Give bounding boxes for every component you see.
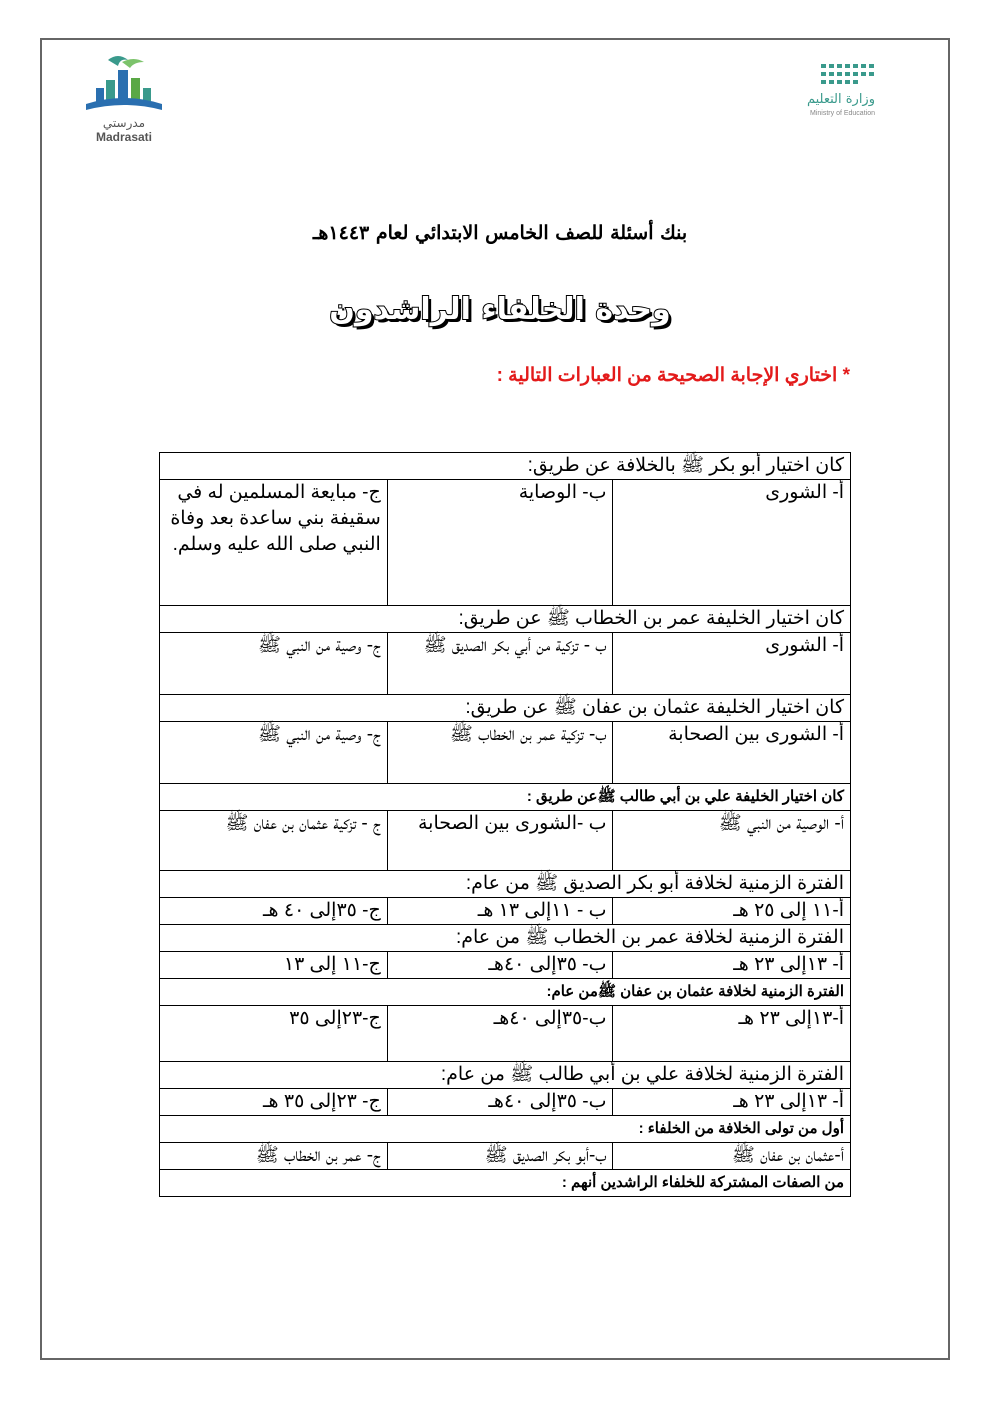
ministry-logo-icon (765, 60, 885, 90)
option-c[interactable]: ج-٢٣إلى ٣٥ (160, 1006, 388, 1062)
option-b[interactable]: ب-أبو بكر الصديق ﷺ (387, 1143, 613, 1170)
option-c[interactable]: ج- مبايعة المسلمين له في سقيفة بني ساعدة بعد وفاة النبي صلى الله عليه وسلم. (160, 480, 388, 606)
answers-row (160, 952, 851, 979)
question-stem: كان اختيار أبو بكر ﷺ بالخلافة عن طريق: (160, 453, 851, 480)
answers-row (160, 811, 851, 871)
option-a[interactable]: أ-١١ إلى ٢٥ هـ (613, 898, 851, 925)
questions-table (159, 452, 851, 1197)
option-b[interactable]: ب-٣٥إلى ٤٠هـ (387, 1006, 613, 1062)
madrasati-logo (78, 52, 170, 147)
answers-row (160, 1006, 851, 1062)
question-row (160, 871, 851, 898)
madrasati-logo-icon (78, 52, 170, 118)
question-row (160, 784, 851, 811)
option-a[interactable]: أ- الشورى بين الصحابة (613, 722, 851, 784)
answers-row (160, 722, 851, 784)
question-row (160, 979, 851, 1006)
option-c[interactable]: ج- عمر بن الخطاب ﷺ (160, 1143, 388, 1170)
option-a[interactable]: أ- ١٣إلى ٢٣ هـ (613, 1089, 851, 1116)
option-b[interactable]: ب - تزكية من أبي بكر الصديق ﷺ (387, 633, 613, 695)
option-b[interactable]: ب- الوصاية (387, 480, 613, 606)
madrasati-arabic: مدرستي (102, 116, 146, 130)
option-a[interactable]: أ-عثمان بن عفان ﷺ (613, 1143, 851, 1170)
ministry-logo (765, 60, 885, 120)
option-c[interactable]: ج - تزكية عثمان بن عفان ﷺ (160, 811, 388, 871)
answers-row (160, 1089, 851, 1116)
question-row (160, 1116, 851, 1143)
question-stem: الفترة الزمنية لخلافة عثمان بن عفان ﷺمن عام: (160, 979, 851, 1006)
option-c[interactable]: ج- ٢٣إلى ٣٥ هـ (160, 1089, 388, 1116)
option-a[interactable]: أ- الشورى (613, 633, 851, 695)
page-subtitle: بنك أسئلة للصف الخامس الابتدائي لعام ١٤٤٣هـ (312, 222, 688, 244)
question-stem: الفترة الزمنية لخلافة أبو بكر الصديق ﷺ من عام: (160, 871, 851, 898)
option-a[interactable]: أ- ١٣إلى ٢٣ هـ (613, 952, 851, 979)
question-stem: الفترة الزمنية لخلافة علي بن أبي طالب ﷺ من عام: (160, 1062, 851, 1089)
option-a[interactable]: أ- الشورى (613, 480, 851, 606)
question-stem: أول من تولى الخلافة من الخلفاء : (160, 1116, 851, 1143)
question-row (160, 1170, 851, 1197)
question-row (160, 453, 851, 480)
answers-row (160, 1143, 851, 1170)
answers-row (160, 633, 851, 695)
option-b[interactable]: ب -الشورى بين الصحابة (387, 811, 613, 871)
question-stem: كان اختيار الخليفة علي بن أبي طالب ﷺعن طريق : (160, 784, 851, 811)
madrasati-latin: Madrasati (95, 130, 153, 144)
option-b[interactable]: ب- ٣٥إلى ٤٠هـ (387, 1089, 613, 1116)
instruction: * اختاري الإجابة الصحيحة من العبارات التالية : (496, 365, 850, 386)
option-a[interactable]: أ- الوصية من النبي ﷺ (613, 811, 851, 871)
question-stem: كان اختيار الخليفة عثمان بن عفان ﷺ عن طريق: (160, 695, 851, 722)
page-title: وحدة الخلفاء الراشدون (329, 292, 671, 327)
answers-row (160, 898, 851, 925)
option-c[interactable]: ج- وصية من النبي ﷺ (160, 722, 388, 784)
ministry-english: Ministry of Education (810, 110, 875, 117)
option-b[interactable]: ب- تزكية عمر بن الخطاب ﷺ (387, 722, 613, 784)
option-c[interactable]: ج- وصية من النبي ﷺ (160, 633, 388, 695)
ministry-arabic: وزارة التعليم (806, 92, 875, 107)
option-c[interactable]: ج- ٣٥إلى ٤٠ هـ (160, 898, 388, 925)
option-b[interactable]: ب - ١١إلى ١٣ هـ (387, 898, 613, 925)
question-row (160, 606, 851, 633)
answers-row (160, 480, 851, 606)
question-stem: من الصفات المشتركة للخلفاء الراشدين أنهم : (160, 1170, 851, 1197)
question-row (160, 695, 851, 722)
option-a[interactable]: أ-١٣إلى ٢٣ هـ (613, 1006, 851, 1062)
question-stem: الفترة الزمنية لخلافة عمر بن الخطاب ﷺ من عام: (160, 925, 851, 952)
option-b[interactable]: ب- ٣٥إلى ٤٠هـ (387, 952, 613, 979)
question-stem: كان اختيار الخليفة عمر بن الخطاب ﷺ عن طريق: (160, 606, 851, 633)
question-row (160, 1062, 851, 1089)
option-c[interactable]: ج-١١ إلى ١٣ (160, 952, 388, 979)
question-row (160, 925, 851, 952)
